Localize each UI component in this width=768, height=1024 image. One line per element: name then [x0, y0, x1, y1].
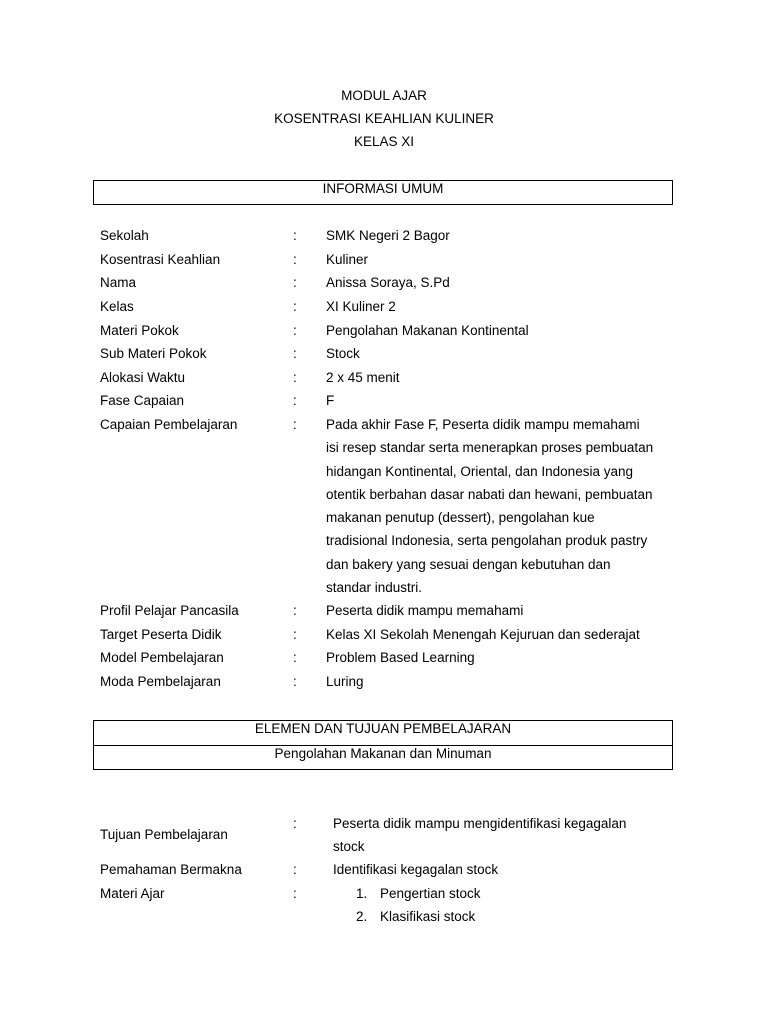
- materi-item-number: 1.: [356, 886, 368, 901]
- info-value: Luring: [326, 674, 364, 689]
- capaian-line: otentik berbahan dasar nabati dan hewani, pembuatan: [326, 486, 653, 502]
- colon: :: [293, 816, 297, 831]
- tujuan-text: [333, 812, 626, 858]
- info-label: Fase Capaian: [100, 393, 185, 408]
- doc-title: MODUL AJAR: [341, 88, 427, 103]
- tujuan-label: Tujuan Pembelajaran: [100, 827, 228, 842]
- pemahaman-label: Pemahaman Bermakna: [100, 862, 242, 877]
- info-label: Kelas: [100, 299, 134, 314]
- doc-subtitle: KOSENTRASI KEAHLIAN KULINER: [274, 111, 494, 126]
- colon: :: [293, 275, 297, 290]
- info-row: [0, 299, 768, 323]
- info-label: Kosentrasi Keahlian: [100, 252, 221, 267]
- elemen-subtitle: Pengolahan Makanan dan Minuman: [94, 745, 672, 769]
- info-row: [0, 674, 768, 698]
- info-label: Moda Pembelajaran: [100, 674, 221, 689]
- colon: :: [293, 252, 297, 267]
- info-label: Target Peserta Didik: [100, 627, 222, 642]
- info-row: [0, 650, 768, 674]
- info-label: Alokasi Waktu: [100, 370, 186, 385]
- pemahaman-row: [0, 862, 768, 886]
- informasi-umum-box: [93, 180, 673, 205]
- info-row: [0, 627, 768, 651]
- colon: :: [293, 417, 297, 432]
- info-row: [0, 603, 768, 627]
- materi-item-text: Klasifikasi stock: [380, 909, 476, 924]
- elemen-title: ELEMEN DAN TUJUAN PEMBELAJARAN: [254, 721, 512, 736]
- capaian-line: isi resep standar serta menerapkan proses pembuatan: [326, 440, 654, 456]
- info-row: [0, 346, 768, 370]
- capaian-line: dan bakery yang sesuai dengan kebutuhan dan: [326, 556, 611, 572]
- info-label: Profil Pelajar Pancasila: [100, 603, 239, 618]
- colon: :: [293, 603, 297, 618]
- capaian-line: hidangan Kontinental, Oriental, dan Indonesia yang: [326, 463, 633, 479]
- colon: :: [293, 228, 297, 243]
- colon: :: [293, 299, 297, 314]
- info-value: Anissa Soraya, S.Pd: [326, 275, 450, 290]
- materi-row: [0, 909, 768, 933]
- info-row: [0, 228, 768, 252]
- capaian-line: Pada akhir Fase F, Peserta didik mampu memahami: [326, 417, 640, 432]
- materi-item-number: 2.: [356, 909, 368, 924]
- info-value: Peserta didik mampu memahami: [326, 603, 524, 618]
- info-value: 2 x 45 menit: [326, 370, 400, 385]
- capaian-line: tradisional Indonesia, serta pengolahan produk pastry: [326, 533, 648, 549]
- colon: :: [293, 370, 297, 385]
- info-value: SMK Negeri 2 Bagor: [326, 228, 450, 243]
- colon: :: [293, 862, 297, 877]
- info-label: Nama: [100, 275, 137, 290]
- info-value: XI Kuliner 2: [326, 299, 396, 314]
- capaian-line: makanan penutup (dessert), pengolahan kue: [326, 510, 595, 526]
- info-value: Stock: [326, 346, 360, 361]
- doc-class: KELAS XI: [353, 134, 415, 149]
- tujuan-line: stock: [333, 839, 365, 854]
- info-row: [0, 275, 768, 299]
- info-value: F: [326, 393, 335, 408]
- info-value: Pengolahan Makanan Kontinental: [326, 323, 529, 338]
- colon: :: [293, 650, 297, 665]
- pemahaman-value: Identifikasi kegagalan stock: [333, 862, 499, 877]
- info-row: [0, 323, 768, 347]
- capaian-text: [326, 413, 676, 599]
- materi-row: [0, 886, 768, 910]
- colon: :: [293, 674, 297, 689]
- info-label: Sekolah: [100, 228, 149, 243]
- info-label: Materi Pokok: [100, 323, 179, 338]
- colon: :: [293, 393, 297, 408]
- capaian-line: standar industri.: [326, 580, 423, 596]
- colon: :: [293, 886, 297, 901]
- elemen-box: [93, 720, 673, 770]
- materi-item-text: Pengertian stock: [380, 886, 481, 901]
- info-label: Sub Materi Pokok: [100, 346, 207, 361]
- materi-label: Materi Ajar: [100, 886, 165, 901]
- colon: :: [293, 323, 297, 338]
- info-value: Problem Based Learning: [326, 650, 475, 665]
- info-row: [0, 370, 768, 394]
- informasi-umum-title: INFORMASI UMUM: [322, 181, 444, 196]
- capaian-label: Capaian Pembelajaran: [100, 417, 238, 432]
- info-value: Kuliner: [326, 252, 369, 267]
- info-value: Kelas XI Sekolah Menengah Kejuruan dan sederajat: [326, 627, 640, 642]
- info-row: [0, 252, 768, 276]
- colon: :: [293, 346, 297, 361]
- tujuan-line: Peserta didik mampu mengidentifikasi kegagalan: [333, 816, 627, 831]
- info-label: Model Pembelajaran: [100, 650, 224, 665]
- colon: :: [293, 627, 297, 642]
